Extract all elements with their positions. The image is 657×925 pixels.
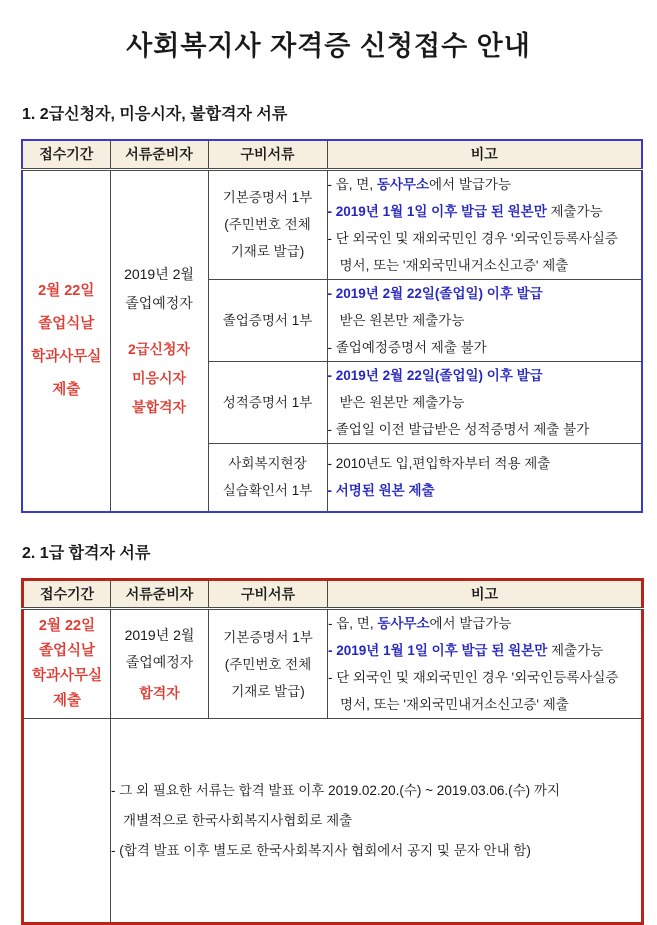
table1-header-documents: 구비서류 xyxy=(208,140,327,169)
note-text-blue: 동사무소 xyxy=(376,176,430,192)
table2-header-documents: 구비서류 xyxy=(209,580,328,609)
period-line: 학과사무실 xyxy=(31,348,102,365)
doc-line: 실습확인서 1부 xyxy=(222,483,313,499)
preparer-line-red: 불합격자 xyxy=(131,398,187,415)
note-line: - 그 외 필요한 서류는 합격 발표 이후 2019.02.20.(수) ~ 2019.03.06.(수) 까지 xyxy=(111,782,560,798)
section2-heading: 2. 1급 합격자 서류 xyxy=(22,545,151,562)
table2-header-row xyxy=(23,580,643,609)
table2-header-remarks: 비고 xyxy=(328,580,643,609)
note-line-blue: - 2019년 2월 22일(졸업일) 이후 발급 xyxy=(327,285,543,301)
table1-notes-cell-graduation-cert xyxy=(327,279,642,361)
note-text: 제출가능 xyxy=(547,643,604,658)
table2-row-basic-cert xyxy=(23,609,643,719)
table1-doc-cell-basic-cert xyxy=(208,169,327,279)
note-line: - 단 외국인 및 재외국민인 경우 '외국인등록사실증 xyxy=(328,670,619,685)
table2-header-preparer: 서류준비자 xyxy=(111,580,209,609)
preparer-line-red: 2급신청자 xyxy=(128,340,190,357)
note-line: - 단 외국인 및 재외국민인 경우 '외국인등록사실증 xyxy=(327,230,618,246)
doc-line: 기본증명서 1부 xyxy=(223,629,313,645)
grade2-applicants-table xyxy=(21,139,643,513)
table1-header-remarks: 비고 xyxy=(327,140,642,169)
doc-line: 사회복지현장 xyxy=(228,456,307,472)
preparer-line: 졸업예정자 xyxy=(125,294,193,311)
note-text-blue: 동사무소 xyxy=(377,616,430,631)
preparer-line: 2019년 2월 xyxy=(124,265,194,282)
note-line: - 2010년도 입,편입학자부터 적용 제출 xyxy=(327,456,551,472)
preparer-line-red: 합격자 xyxy=(139,684,180,701)
doc-line: (주민번호 전체 xyxy=(224,656,312,672)
period-line: 제출 xyxy=(52,693,81,709)
note-line xyxy=(328,610,641,637)
note-text: - 읍, 면, xyxy=(327,176,377,192)
note-line: 명서, 또는 '재외국민내거소신고증' 제출 xyxy=(339,257,569,273)
period-line: 학과사무실 xyxy=(31,668,103,684)
note-line: 명서, 또는 '재외국민내거소신고증' 제출 xyxy=(340,697,569,712)
period-line: 2월 22일 xyxy=(38,282,95,299)
note-text: 에서 발급가능 xyxy=(429,616,512,631)
note-line: - 졸업예정증명서 제출 불가 xyxy=(327,339,487,355)
doc-line: 졸업증명서 1부 xyxy=(222,312,313,328)
note-line-blue: - 서명된 원본 제출 xyxy=(327,483,435,499)
note-text: 제출가능 xyxy=(546,203,603,219)
note-text-blue: - 2019년 1월 1일 이후 발급 된 원본만 xyxy=(328,643,548,658)
table2-period-cell xyxy=(23,609,111,719)
table1-doc-cell-field-practice xyxy=(208,443,327,512)
spacer xyxy=(111,318,208,335)
note-text: 에서 발급가능 xyxy=(429,176,512,192)
table1-notes-cell-basic-cert xyxy=(327,169,642,279)
doc-line: 기본증명서 1부 xyxy=(222,190,313,205)
note-line: - (합격 발표 이후 별도로 한국사회복지사 협회에서 공지 및 문자 안내 함) xyxy=(111,842,531,858)
preparer-line: 2019년 2월 xyxy=(124,626,195,643)
table1-period-cell xyxy=(22,169,110,512)
preparer-line: 졸업예정자 xyxy=(125,653,194,670)
note-line xyxy=(328,198,642,225)
table2-additional-notes-cell xyxy=(111,719,643,924)
table2-doc-cell-basic-cert xyxy=(209,609,328,719)
table1-header-period: 접수기간 xyxy=(22,140,110,169)
table1-notes-cell-transcript xyxy=(327,361,642,443)
page-title: 사회복지사 자격증 신청접수 안내 xyxy=(126,31,531,61)
note-line: 받은 원본만 제출가능 xyxy=(339,394,465,410)
table2-empty-period-cell xyxy=(23,719,111,924)
period-line: 제출 xyxy=(52,381,81,398)
table1-doc-cell-transcript xyxy=(208,361,327,443)
table1-doc-cell-graduation-cert xyxy=(208,279,327,361)
table2-preparer-cell xyxy=(111,609,209,719)
table2-row-additional-notes xyxy=(23,719,643,924)
period-line: 졸업식날 xyxy=(38,315,95,332)
doc-line: 기재로 발급) xyxy=(231,683,305,699)
note-line: 받은 원본만 제출가능 xyxy=(339,312,465,328)
section1-heading: 1. 2급신청자, 미응시자, 불합격자 서류 xyxy=(22,106,288,123)
note-line: 개별적으로 한국사회복지사협회로 제출 xyxy=(123,812,353,828)
table1-header-row xyxy=(22,140,642,169)
period-line: 2월 22일 xyxy=(38,618,96,634)
table1-preparer-cell xyxy=(110,169,208,512)
doc-line: 기재로 발급) xyxy=(230,244,305,259)
preparer-line-red: 미응시자 xyxy=(131,369,187,386)
period-line: 졸업식날 xyxy=(38,643,96,659)
doc-line: 성적증명서 1부 xyxy=(222,394,313,410)
note-text-blue: - 2019년 1월 1일 이후 발급 된 원본만 xyxy=(327,203,547,219)
table2-header-period: 접수기간 xyxy=(23,580,111,609)
note-line xyxy=(328,171,642,198)
note-line: - 졸업일 이전 발급받은 성적증명서 제출 불가 xyxy=(327,421,590,437)
grade1-passers-table xyxy=(21,578,644,925)
table2-notes-cell-basic-cert xyxy=(328,609,643,719)
table1-header-preparer: 서류준비자 xyxy=(110,140,208,169)
table1-notes-cell-field-practice xyxy=(327,443,642,512)
note-line-blue: - 2019년 2월 22일(졸업일) 이후 발급 xyxy=(327,367,543,383)
note-line xyxy=(328,637,641,664)
doc-line: (주민번호 전체 xyxy=(224,217,311,232)
table1-row-basic-cert xyxy=(22,169,642,279)
note-text: - 읍, 면, xyxy=(328,616,378,631)
